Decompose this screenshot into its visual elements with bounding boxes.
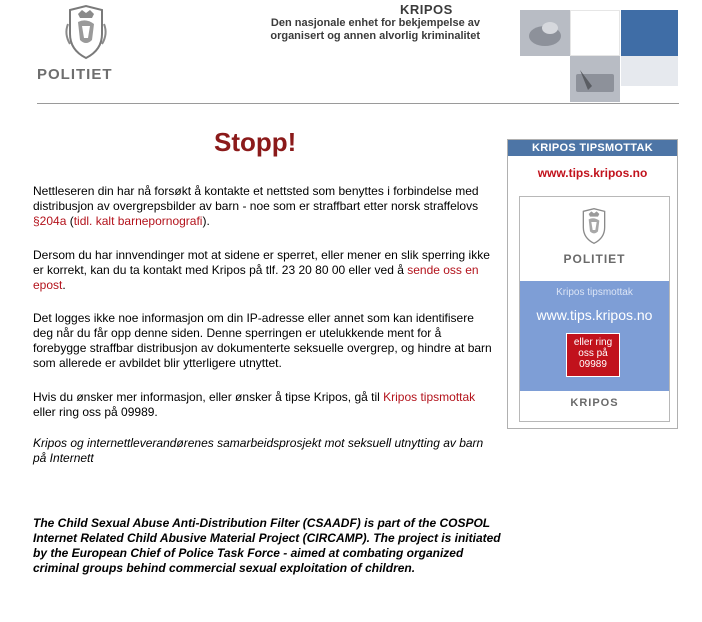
paragraph-text: Nettleseren din har nå forsøkt å kontakte et nettsted som benyttes i forbindelse med distribusjon av overgrepsbilder av barn - noe som er straffbart etter norsk straffelovs [33,184,479,213]
paragraph-cooperation: Kripos og internettleverandørenes samarbeidsprosjekt mot seksuell utnytting av barn på Internett [33,436,484,465]
paragraph-csaadf: The Child Sexual Abuse Anti-Distribution Filter (CSAADF) is part of the COSPOL Internet Related Child Abusive Material Project (CIRCAMP). The project is initiated by the European Chief of Police Task Force - aimed at combating organized criminal groups behind commercial sexual exploitation of children. [33,516,501,575]
paragraph-text: Hvis du ønsker mer informasjon, eller ønsker å tipse Kripos, gå til [33,390,384,404]
send-email-link[interactable]: sende oss en epost [33,263,479,292]
hands-photo-icon [520,10,570,56]
paragraph-text: . [62,278,66,292]
kripos-subtitle [258,17,480,43]
tipsmottak-panel [507,139,678,429]
header-photo-1 [520,10,570,56]
paragraph-text: eller ring oss på 09989. [33,405,158,419]
paragraph-logging: Det logges ikke noe informasjon om din IP-adresse eller annet som kan identifisere deg når du får opp denne siden. Denne sperringen er utelukkende ment for å forebygge straffbar distribusjon av dokumenterte seksuelle overgrep, og hindre at barn som allerede er avbildet blir ytterligere utnyttet. [33,311,492,370]
header-blue-square [621,10,678,56]
kripos-tipsmottak-link[interactable]: Kripos tipsmottak [383,390,476,404]
header-light-square [621,56,678,86]
tipsmottak-banner[interactable] [519,196,670,422]
police-emblem-icon [62,4,110,60]
paragraph-blocked-info [33,184,493,229]
paragraph-text: Dersom du har innvendinger mot at sidene er sperret, eller mener en slik sperring ikke er korrekt, kan du ta kontakt med Kripos på tlf. 23 20 80 00 eller ved å [33,248,490,277]
tipsmottak-header: KRIPOS TIPSMOTTAK [508,140,677,156]
law-section-link[interactable]: §204a [33,214,67,228]
banner-blue-area [520,281,669,391]
header-photo-2 [570,10,620,56]
kripos-subtitle-line1: Den nasjonale enhet for bekjempelse av [270,17,480,29]
banner-url: www.tips.kripos.no [536,307,653,323]
keyboard-photo-icon [570,56,620,102]
badge-line: eller ring [573,337,613,348]
banner-kripos-text: KRIPOS [570,397,619,409]
tipsmottak-url-link[interactable]: www.tips.kripos.no [537,166,648,180]
banner-tipsmottak-label: Kripos tipsmottak [556,287,633,298]
paragraph-text: ( [66,214,74,228]
former-name-link[interactable]: tidl. kalt barnepornografi [73,214,203,228]
paragraph-more-info [33,390,493,420]
banner-politiet-text: POLITIET [563,252,626,266]
banner-phone-badge [566,333,620,377]
paragraph-contact [33,248,493,293]
badge-phone-number: 09989 [579,359,607,370]
badge-line: oss på [578,348,608,359]
kripos-subtitle-line2: organisert og annen alvorlig kriminalitet [270,30,480,42]
politiet-logo-text: POLITIET [37,66,113,83]
header-photo-3 [570,56,620,102]
police-emblem-icon [578,207,610,245]
kripos-title: KRIPOS [400,2,453,17]
header-divider [37,103,679,104]
page-title: Stopp! [214,127,297,157]
paragraph-text: ). [202,214,210,228]
